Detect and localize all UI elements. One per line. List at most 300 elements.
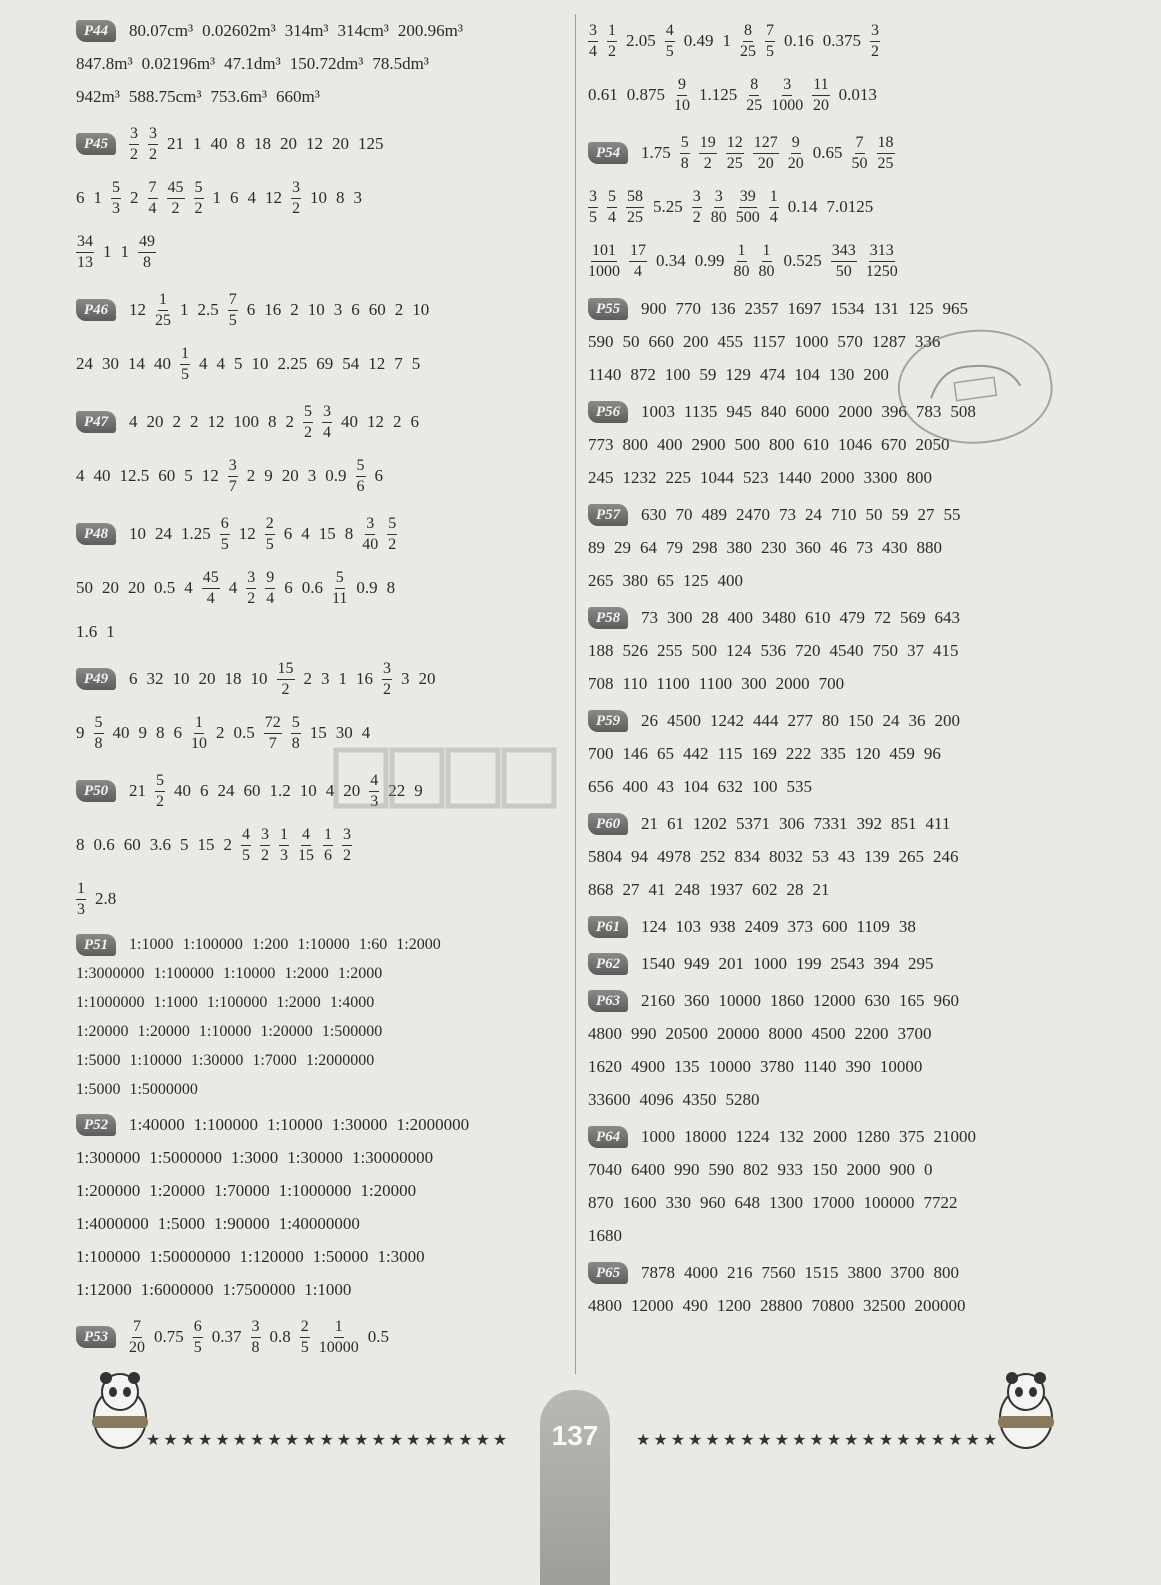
answer-value: 3 xyxy=(353,188,362,207)
answer-value: 6400 xyxy=(631,1159,665,1179)
fraction-denominator: 2 xyxy=(292,199,300,217)
answer-value: 1:3000000 xyxy=(76,964,145,982)
fraction-numerator: 9 xyxy=(677,77,687,96)
answer-fraction xyxy=(753,135,779,172)
answer-fraction xyxy=(94,715,104,752)
fraction-numerator: 3 xyxy=(382,661,392,680)
answer-value: 660 xyxy=(648,331,674,351)
answer-value: 6 xyxy=(200,781,209,800)
answer-value: 710 xyxy=(831,504,857,524)
answer-value: 64 xyxy=(640,537,657,557)
answer-value: 0.5 xyxy=(154,578,176,597)
answer-value: 12 xyxy=(367,412,384,431)
fraction-numerator: 3 xyxy=(260,827,270,846)
fraction-denominator: 25 xyxy=(740,42,756,60)
fraction-numerator: 19 xyxy=(699,135,717,154)
fraction-denominator: 4 xyxy=(266,589,275,607)
fraction-denominator: 5 xyxy=(242,846,250,864)
answer-value: 300 xyxy=(741,673,767,693)
answer-fraction xyxy=(265,516,275,553)
answer-value: 1:7000 xyxy=(252,1051,297,1069)
answer-line xyxy=(588,737,1080,770)
answer-value: 872 xyxy=(630,364,656,384)
answer-value: 16 xyxy=(356,669,373,688)
answer-value: 30 xyxy=(102,354,119,373)
fraction-numerator: 3 xyxy=(365,516,375,535)
fraction-numerator: 3 xyxy=(129,126,139,145)
answer-fraction xyxy=(277,661,295,698)
answer-value: 479 xyxy=(839,607,865,627)
answer-value: 8 xyxy=(156,723,165,742)
fraction-numerator: 1 xyxy=(323,827,333,846)
answer-value: 1:120000 xyxy=(239,1246,304,1266)
answer-value: 9 xyxy=(264,466,273,485)
answer-value: 60 xyxy=(123,835,141,854)
page-badge: P55 xyxy=(588,298,628,320)
fraction-numerator: 5 xyxy=(387,516,397,535)
answer-value: 1:100000 xyxy=(76,1246,141,1266)
answer-section xyxy=(76,283,568,391)
answer-value: 1140 xyxy=(803,1056,837,1076)
answer-value: 314m³ xyxy=(284,20,329,40)
answer-value: 870 xyxy=(588,1192,614,1212)
answer-line xyxy=(76,1108,568,1141)
answer-value: 24 xyxy=(76,354,93,373)
fraction-numerator: 1 xyxy=(180,346,190,365)
answer-value: 965 xyxy=(942,298,968,318)
answer-value: 1100 xyxy=(656,673,690,693)
answer-value: 4800 xyxy=(588,1023,622,1043)
fraction-denominator: 4 xyxy=(634,262,642,280)
answer-value: 0.65 xyxy=(812,143,843,162)
answer-value: 390 xyxy=(845,1056,871,1076)
answer-fraction xyxy=(771,77,803,114)
answer-value: 2470 xyxy=(736,504,770,524)
answer-value: 400 xyxy=(717,570,743,590)
answer-fraction xyxy=(76,234,94,271)
answer-value: 1046 xyxy=(838,434,872,454)
fraction-denominator: 8 xyxy=(94,734,103,752)
answer-value: 1200 xyxy=(717,1295,751,1315)
answer-line xyxy=(588,126,1080,180)
answer-value: 21000 xyxy=(933,1126,976,1146)
answer-fraction xyxy=(332,570,347,607)
answer-value: 295 xyxy=(908,953,934,973)
answer-line xyxy=(588,947,1080,980)
answer-value: 0.37 xyxy=(211,1327,242,1346)
fraction-denominator: 15 xyxy=(298,846,314,864)
answer-value: 124 xyxy=(641,916,667,936)
fraction-denominator: 5 xyxy=(665,42,674,60)
answer-value: 880 xyxy=(916,537,942,557)
answer-value: 2.8 xyxy=(95,889,117,908)
answer-value: 0.5 xyxy=(233,723,255,742)
answer-value: 1:5000 xyxy=(76,1080,121,1098)
answer-section xyxy=(76,395,568,503)
answer-value: 1:1000 xyxy=(153,993,198,1011)
answer-fraction xyxy=(626,189,644,226)
answer-value: 20 xyxy=(198,669,216,688)
answer-section xyxy=(76,1108,568,1306)
fraction-denominator: 5 xyxy=(193,1338,202,1356)
answer-value: 1:10000 xyxy=(198,1022,252,1040)
answer-value: 1:40000 xyxy=(129,1114,185,1134)
answer-line xyxy=(588,292,1080,325)
answer-value: 169 xyxy=(751,743,777,763)
fraction-numerator: 4 xyxy=(369,773,379,792)
answer-value: 24 xyxy=(217,781,235,800)
answer-value: 1534 xyxy=(830,298,865,318)
answer-fraction xyxy=(831,243,857,280)
answer-value: 6 xyxy=(173,723,182,742)
answer-fraction xyxy=(734,243,750,280)
fraction-denominator: 5 xyxy=(766,42,774,60)
answer-value: 1.2 xyxy=(269,781,291,800)
fraction-denominator: 80 xyxy=(733,262,750,280)
answer-value: 27 xyxy=(917,504,935,524)
answer-value: 1:10000 xyxy=(129,1051,182,1069)
answer-value: 38 xyxy=(898,916,916,936)
answer-line xyxy=(588,910,1080,943)
fraction-numerator: 5 xyxy=(194,180,204,199)
answer-value: 1600 xyxy=(622,1192,657,1212)
answer-value: 1 xyxy=(338,669,347,688)
fraction-numerator: 3 xyxy=(588,189,598,208)
answer-value: 150 xyxy=(812,1159,838,1179)
answer-value: 526 xyxy=(622,640,648,660)
fraction-numerator: 1 xyxy=(279,827,289,846)
fraction-numerator: 5 xyxy=(111,180,121,199)
answer-value: 1:20000 xyxy=(360,1180,417,1200)
answer-value: 125 xyxy=(683,570,709,590)
answer-value: 7331 xyxy=(813,813,848,833)
answer-line xyxy=(588,807,1080,840)
answer-value: 21 xyxy=(167,134,184,153)
answer-fraction xyxy=(607,189,617,226)
right-answer-column xyxy=(588,14,1080,1326)
page-badge: P54 xyxy=(588,142,628,164)
answer-value: 1:2000000 xyxy=(305,1051,375,1069)
answer-value: 3700 xyxy=(897,1023,932,1043)
answer-value: 0 xyxy=(924,1159,933,1179)
answer-value: 868 xyxy=(588,879,614,899)
answer-line xyxy=(76,1273,568,1306)
answer-value: 400 xyxy=(657,434,683,454)
answer-value: 130 xyxy=(828,364,855,384)
answer-value: 2.05 xyxy=(626,31,656,50)
answer-value: 1:5000 xyxy=(157,1213,205,1233)
answer-value: 800 xyxy=(933,1262,959,1282)
fraction-denominator: 5 xyxy=(300,1338,309,1356)
fraction-denominator: 7 xyxy=(268,734,277,752)
answer-value: 265 xyxy=(898,846,924,866)
answer-value: 600 xyxy=(822,916,848,936)
fraction-numerator: 5 xyxy=(94,715,104,734)
answer-value: 24 xyxy=(882,710,900,730)
answer-value: 1:300000 xyxy=(76,1147,141,1167)
fraction-numerator: 9 xyxy=(265,570,275,589)
page-badge: P63 xyxy=(588,990,628,1012)
answer-value: 5 xyxy=(411,354,421,373)
answer-value: 1:40000000 xyxy=(278,1213,360,1233)
answer-value: 630 xyxy=(864,990,890,1010)
answer-value: 5.25 xyxy=(653,197,683,216)
answer-fraction xyxy=(265,570,275,607)
answer-value: 5 xyxy=(234,354,243,373)
fraction-denominator: 10000 xyxy=(318,1338,359,1356)
fraction-denominator: 4 xyxy=(148,199,157,217)
answer-value: 79 xyxy=(666,537,683,557)
answer-value: 72 xyxy=(874,607,891,627)
answer-value: 80.07cm³ xyxy=(129,20,194,40)
answer-line xyxy=(76,1207,568,1240)
answer-fraction xyxy=(699,135,717,172)
answer-value: 570 xyxy=(837,331,863,351)
answer-value: 4500 xyxy=(811,1023,846,1043)
page-badge: P65 xyxy=(588,1262,628,1284)
answer-value: 8032 xyxy=(769,846,803,866)
answer-fraction xyxy=(111,180,121,217)
answer-value: 1000 xyxy=(794,331,829,351)
answer-value: 1:20000 xyxy=(137,1022,190,1040)
fraction-numerator: 3 xyxy=(322,404,332,423)
answer-line xyxy=(588,14,1080,68)
answer-value: 802 xyxy=(743,1159,769,1179)
answer-value: 500 xyxy=(734,434,760,454)
answer-value: 2 xyxy=(394,300,404,319)
answer-value: 12000 xyxy=(813,990,856,1010)
answer-value: 1:30000000 xyxy=(351,1147,434,1167)
answer-value: 1:90000 xyxy=(213,1213,270,1233)
answer-value: 12 xyxy=(368,354,386,373)
fraction-numerator: 6 xyxy=(220,516,230,535)
answer-value: 0.013 xyxy=(838,85,877,104)
answer-value: 1242 xyxy=(710,710,744,730)
answer-value: 115 xyxy=(717,743,743,763)
answer-value: 65 xyxy=(657,743,674,763)
answer-fraction xyxy=(251,1319,261,1356)
fraction-denominator: 80 xyxy=(710,208,727,226)
answer-fraction xyxy=(300,1319,310,1356)
page-badge: P48 xyxy=(76,523,116,545)
fraction-numerator: 4 xyxy=(241,827,251,846)
fraction-denominator: 6 xyxy=(356,477,365,495)
answer-value: 200000 xyxy=(914,1295,966,1315)
answer-value: 360 xyxy=(795,537,821,557)
answer-value: 10 xyxy=(412,300,430,319)
answer-line xyxy=(588,1289,1080,1322)
fraction-denominator: 4 xyxy=(769,208,778,226)
answer-line xyxy=(588,704,1080,737)
fraction-denominator: 10 xyxy=(191,734,207,752)
answer-value: 990 xyxy=(631,1023,657,1043)
answer-value: 120 xyxy=(854,743,881,763)
answer-line xyxy=(588,667,1080,700)
answer-value: 2000 xyxy=(846,1159,881,1179)
answer-value: 590 xyxy=(588,331,614,351)
answer-value: 225 xyxy=(665,467,691,487)
answer-line xyxy=(76,1075,568,1104)
answer-value: 1 xyxy=(722,31,731,50)
answer-line xyxy=(588,531,1080,564)
answer-value: 20 xyxy=(128,578,145,597)
answer-value: 8000 xyxy=(768,1023,803,1043)
answer-value: 6 xyxy=(129,669,138,688)
answer-line xyxy=(76,872,568,926)
page-badge: P51 xyxy=(76,934,116,956)
answer-value: 335 xyxy=(820,743,846,763)
answer-value: 0.375 xyxy=(822,31,861,50)
answer-value: 648 xyxy=(734,1192,760,1212)
fraction-denominator: 2 xyxy=(149,145,157,163)
answer-section xyxy=(588,14,1080,122)
answer-value: 2 xyxy=(190,412,199,431)
answer-line xyxy=(76,1046,568,1075)
fraction-denominator: 2 xyxy=(130,145,138,163)
answer-value: 508 xyxy=(950,401,976,421)
answer-value: 12.5 xyxy=(119,466,150,485)
answer-value: 400 xyxy=(622,776,648,796)
answer-value: 1:2000 xyxy=(276,993,321,1011)
fraction-denominator: 50 xyxy=(835,262,852,280)
answer-value: 300 xyxy=(667,607,693,627)
answer-value: 150 xyxy=(848,710,874,730)
answer-value: 1:100000 xyxy=(193,1114,258,1134)
fraction-denominator: 4 xyxy=(323,423,331,441)
answer-value: 18 xyxy=(224,669,242,688)
answer-value: 15 xyxy=(318,524,336,543)
answer-line xyxy=(76,507,568,561)
answer-value: 54 xyxy=(342,354,360,373)
fraction-numerator: 5 xyxy=(155,773,165,792)
fraction-numerator: 3 xyxy=(588,23,598,42)
fraction-denominator: 2 xyxy=(194,199,203,217)
answer-fraction xyxy=(303,404,313,441)
fraction-denominator: 25 xyxy=(726,154,743,172)
answer-value: 40 xyxy=(112,723,130,742)
answer-value: 20000 xyxy=(717,1023,760,1043)
answer-value: 20 xyxy=(280,134,297,153)
fraction-denominator: 2 xyxy=(388,535,397,553)
fraction-numerator: 343 xyxy=(831,243,857,262)
answer-section xyxy=(588,704,1080,803)
answer-value: 632 xyxy=(717,776,743,796)
answer-line xyxy=(76,1310,568,1364)
answer-value: 8 xyxy=(76,835,85,854)
answer-value: 1:5000 xyxy=(76,1051,121,1069)
answer-value: 12 xyxy=(238,524,256,543)
answer-value: 1 xyxy=(120,242,129,261)
answer-value: 1937 xyxy=(709,879,743,899)
answer-value: 125 xyxy=(908,298,934,318)
answer-value: 3800 xyxy=(847,1262,882,1282)
answer-value: 442 xyxy=(683,743,709,763)
answer-value: 60 xyxy=(368,300,386,319)
answer-value: 444 xyxy=(753,710,779,730)
page-badge: P52 xyxy=(76,1114,116,1136)
answer-value: 6 xyxy=(76,188,85,207)
answer-value: 70 xyxy=(675,504,693,524)
answer-line xyxy=(588,1050,1080,1083)
fraction-denominator: 6 xyxy=(324,846,332,864)
page-badge: P57 xyxy=(588,504,628,526)
answer-value: 2 xyxy=(246,466,256,485)
answer-value: 73 xyxy=(641,607,658,627)
answer-value: 12 xyxy=(265,188,282,207)
answer-fraction xyxy=(148,180,158,217)
fraction-numerator: 6 xyxy=(193,1319,203,1338)
answer-value: 720 xyxy=(795,640,821,660)
answer-value: 1003 xyxy=(641,401,675,421)
answer-value: 753.6m³ xyxy=(210,86,268,106)
fraction-denominator: 2 xyxy=(343,846,351,864)
answer-value: 588.75cm³ xyxy=(128,86,202,106)
answer-value: 6 xyxy=(410,412,419,431)
answer-line xyxy=(76,1240,568,1273)
answer-section xyxy=(588,601,1080,700)
answer-value: 602 xyxy=(752,879,778,899)
answer-value: 3.6 xyxy=(149,835,171,854)
fraction-denominator: 2 xyxy=(247,589,256,607)
answer-value: 150.72dm³ xyxy=(289,53,364,73)
answer-value: 1:200000 xyxy=(76,1180,141,1200)
answer-value: 15 xyxy=(197,835,215,854)
fraction-denominator: 5 xyxy=(220,535,229,553)
answer-value: 656 xyxy=(588,776,614,796)
answer-value: 2000 xyxy=(838,401,873,421)
answer-line xyxy=(76,1174,568,1207)
fraction-denominator: 500 xyxy=(735,208,760,226)
answer-value: 1157 xyxy=(752,331,786,351)
answer-fraction xyxy=(148,126,158,163)
answer-value: 12 xyxy=(306,134,323,153)
answer-value: 0.75 xyxy=(154,1327,184,1346)
answer-fraction xyxy=(228,292,238,329)
answer-value: 834 xyxy=(734,846,760,866)
answer-line xyxy=(76,959,568,988)
answer-value: 1:200 xyxy=(251,935,289,953)
answer-value: 80 xyxy=(822,710,839,730)
answer-value: 40 xyxy=(210,134,228,153)
column-divider xyxy=(575,14,576,1374)
answer-value: 1:2000 xyxy=(337,964,383,982)
answer-value: 2 xyxy=(393,412,402,431)
answer-value: 0.02196m³ xyxy=(141,53,216,73)
answer-value: 9 xyxy=(76,723,85,742)
answer-value: 4350 xyxy=(682,1089,717,1109)
answer-value: 0.525 xyxy=(783,251,822,270)
answer-fraction xyxy=(129,126,139,163)
answer-value: 7 xyxy=(394,354,403,373)
answer-value: 96 xyxy=(923,743,941,763)
answer-value: 7878 xyxy=(641,1262,675,1282)
fraction-denominator: 2 xyxy=(383,680,391,698)
answer-value: 0.9 xyxy=(325,466,347,485)
answer-section xyxy=(76,507,568,648)
fraction-numerator: 3 xyxy=(692,189,702,208)
answer-value: 960 xyxy=(700,1192,726,1212)
answer-value: 4 xyxy=(228,578,238,597)
answer-value: 46 xyxy=(830,537,847,557)
answer-section xyxy=(588,1256,1080,1322)
answer-value: 20 xyxy=(343,781,361,800)
answer-value: 200 xyxy=(683,331,709,351)
answer-value: 900 xyxy=(641,298,667,318)
answer-fraction xyxy=(129,1319,145,1356)
answer-value: 3 xyxy=(321,669,330,688)
answer-value: 2 xyxy=(303,669,312,688)
answer-value: 1:50000000 xyxy=(149,1246,231,1266)
